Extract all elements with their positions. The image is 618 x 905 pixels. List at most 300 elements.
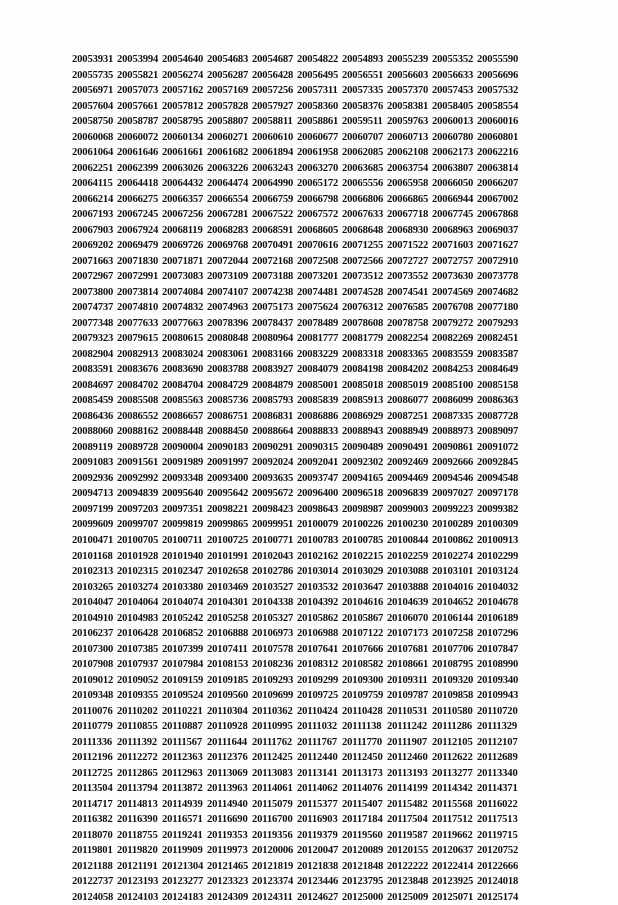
table-cell: 20103532 [297,581,339,593]
table-cell: 20123795 [342,876,384,888]
table-cell: 20094165 [342,472,384,484]
table-cell: 20076312 [342,302,384,314]
table-cell: 20056428 [252,69,294,81]
table-cell: 20104678 [477,597,519,609]
table-cell: 20112425 [252,752,293,764]
table-cell: 20091083 [72,457,114,469]
table-row [72,269,522,285]
table-cell: 20063026 [162,162,204,174]
table-cell: 20058554 [477,100,519,112]
table-cell: 20111767 [297,736,338,748]
table-cell: 20072508 [297,255,339,267]
table-cell: 20105867 [342,612,384,624]
table-row [72,611,522,627]
table-cell: 20112865 [117,767,158,779]
table-cell: 20101991 [207,550,249,562]
table-cell: 20124309 [207,891,249,903]
table-cell: 20111567 [162,736,203,748]
table-cell: 20068605 [297,224,339,236]
table-cell: 20102259 [387,550,429,562]
table-row [72,595,522,611]
table-row [72,735,522,751]
table-cell: 20123193 [117,876,159,888]
table-row [72,83,522,99]
table-cell: 20071663 [72,255,114,267]
table-cell: 20114940 [207,798,248,810]
table-cell: 20090291 [252,441,294,453]
table-cell: 20083166 [252,348,294,360]
table-cell: 20100226 [342,519,384,531]
table-cell: 20066554 [207,193,249,205]
table-cell: 20079615 [117,333,159,345]
table-row [72,843,522,859]
table-cell: 20104047 [72,597,114,609]
table-row [72,781,522,797]
table-cell: 20109320 [432,674,474,686]
table-cell: 20075173 [252,302,294,314]
table-cell: 20077180 [477,302,519,314]
table-cell: 20115377 [297,798,338,810]
table-cell: 20063243 [252,162,294,174]
table-cell: 20065172 [297,178,339,190]
table-cell: 20104016 [432,581,474,593]
table-cell: 20056603 [387,69,429,81]
table-cell: 20120752 [477,845,519,857]
table-cell: 20103469 [207,581,249,593]
table-cell: 20096400 [297,488,339,500]
table-cell: 20110779 [72,721,113,733]
table-cell: 20124058 [72,891,114,903]
table-cell: 20066806 [342,193,384,205]
table-cell: 20056696 [477,69,519,81]
table-cell: 20069768 [207,240,249,252]
table-cell: 20073109 [207,271,249,283]
table-cell: 20085459 [72,395,114,407]
table-cell: 20071871 [162,255,204,267]
table-cell: 20068119 [162,224,203,236]
table-cell: 20103014 [297,566,339,578]
table-cell: 20111392 [117,736,158,748]
table-cell: 20058861 [297,116,339,128]
table-cell: 20085100 [432,379,474,391]
table-cell: 20103274 [117,581,159,593]
table-cell: 20102315 [117,566,159,578]
table-cell: 20057532 [477,85,519,97]
table-cell: 20060801 [477,131,519,143]
table-cell: 20067924 [117,224,159,236]
table-cell: 20074682 [477,286,519,298]
table-cell: 20121304 [162,860,204,872]
table-cell: 20113069 [207,767,248,779]
table-cell: 20111329 [477,721,518,733]
table-row [72,486,522,502]
table-row [72,642,522,658]
table-cell: 20056287 [207,69,249,81]
table-cell: 20108661 [387,659,429,671]
table-cell: 20058795 [162,116,204,128]
table-cell: 20078758 [387,317,429,329]
table-cell: 20124018 [477,876,519,888]
table-cell: 20119241 [162,829,203,841]
table-cell: 20119353 [207,829,248,841]
table-cell: 20123446 [297,876,339,888]
table-cell: 20119973 [207,845,248,857]
table-cell: 20108990 [477,659,519,671]
table-cell: 20124183 [162,891,204,903]
table-cell: 20062251 [72,162,114,174]
table-cell: 20066207 [477,178,519,190]
table-cell: 20077663 [162,317,204,329]
table-cell: 20100079 [297,519,339,531]
table-cell: 20101940 [162,550,204,562]
table-cell: 20109355 [117,690,159,702]
table-cell: 20089119 [72,441,113,453]
table-cell: 20067193 [72,209,114,221]
table-cell: 20088943 [342,426,384,438]
table-cell: 20083927 [252,364,294,376]
table-cell: 20060016 [477,116,519,128]
table-cell: 20100309 [477,519,519,531]
table-cell: 20060271 [207,131,249,143]
table-cell: 20058376 [342,100,384,112]
table-cell: 20104064 [117,597,159,609]
table-row [72,688,522,704]
table-cell: 20088833 [297,426,339,438]
table-cell: 20057073 [117,85,159,97]
table-cell: 20082904 [72,348,114,360]
table-cell: 20100844 [387,534,429,546]
table-cell: 20114939 [162,798,203,810]
table-cell: 20088949 [387,426,429,438]
table-cell: 20110855 [117,721,158,733]
table-cell: 20057335 [342,85,384,97]
table-cell: 20109299 [297,674,339,686]
table-cell: 20085793 [252,395,294,407]
table-cell: 20102658 [207,566,249,578]
table-cell: 20094713 [72,488,114,500]
table-row [72,145,522,161]
table-cell: 20077348 [72,317,114,329]
table-cell: 20120089 [342,845,384,857]
table-cell: 20103101 [432,566,474,578]
table-cell: 20124627 [297,891,339,903]
table-cell: 20109159 [162,674,204,686]
table-cell: 20082451 [477,333,519,345]
table-cell: 20077633 [117,317,159,329]
table-cell: 20097199 [72,503,114,515]
table-cell: 20104301 [207,597,249,609]
table-cell: 20107937 [117,659,159,671]
table-cell: 20091561 [117,457,159,469]
table-row [72,549,522,565]
table-cell: 20107641 [297,643,339,655]
table-cell: 20121838 [297,860,339,872]
table-cell: 20104983 [117,612,159,624]
table-cell: 20067256 [162,209,204,221]
table-cell: 20106144 [432,612,474,624]
table-cell: 20090491 [387,441,429,453]
table-cell: 20107706 [432,643,474,655]
table-cell: 20095642 [207,488,249,500]
table-cell: 20060780 [432,131,474,143]
table-cell: 20117184 [342,814,383,826]
table-cell: 20109943 [477,690,519,702]
table-row [72,207,522,223]
table-cell: 20123374 [252,876,294,888]
table-cell: 20062173 [432,147,474,159]
table-cell: 20076585 [387,302,429,314]
table-cell: 20064115 [72,178,113,190]
table-cell: 20110424 [297,705,338,717]
table-cell: 20107681 [387,643,429,655]
table-cell: 20063226 [207,162,249,174]
table-cell: 20061682 [207,147,249,159]
table-cell: 20125174 [477,891,519,903]
table-row [72,657,522,673]
table-cell: 20062085 [342,147,384,159]
table-cell: 20104910 [72,612,114,624]
table-row [72,440,522,456]
table-cell: 20063807 [432,162,474,174]
table-cell: 20061894 [252,147,294,159]
table-cell: 20116690 [207,814,248,826]
table-cell: 20089097 [477,426,519,438]
table-cell: 20084704 [162,379,204,391]
table-cell: 20074963 [207,302,249,314]
table-cell: 20084079 [297,364,339,376]
table-cell: 20085913 [342,395,384,407]
table-cell: 20091072 [477,441,519,453]
table-cell: 20073630 [432,271,474,283]
table-cell: 20057453 [432,85,474,97]
table-cell: 20109858 [432,690,474,702]
table-cell: 20093348 [162,472,204,484]
table-cell: 20112363 [162,752,203,764]
table-cell: 20083690 [162,364,204,376]
table-cell: 20109340 [477,674,519,686]
table-cell: 20069479 [117,240,159,252]
table-cell: 20107984 [162,659,204,671]
table-cell: 20068963 [432,224,474,236]
table-row [72,238,522,254]
table-cell: 20053931 [72,54,114,65]
table-cell: 20105242 [162,612,204,624]
table-cell: 20096518 [342,488,384,500]
table-cell: 20110580 [432,705,473,717]
table-cell: 20083061 [207,348,249,360]
table-cell: 20057311 [297,85,338,97]
table-cell: 20055821 [117,69,159,81]
table-cell: 20097203 [117,503,159,515]
table-row [72,192,522,208]
table-cell: 20060013 [432,116,474,128]
table-cell: 20055590 [477,54,519,65]
table-cell: 20072566 [342,255,384,267]
table-cell: 20083559 [432,348,474,360]
table-row [72,347,522,363]
table-cell: 20066214 [72,193,114,205]
table-cell: 20057370 [387,85,429,97]
table-cell: 20080615 [162,333,204,345]
table-cell: 20107411 [207,643,248,655]
table-cell: 20073083 [162,271,204,283]
table-cell: 20060072 [117,131,159,143]
table-cell: 20109787 [387,690,429,702]
table-cell: 20103380 [162,581,204,593]
table-cell: 20057169 [207,85,249,97]
table-cell: 20098423 [252,503,294,515]
table-cell: 20082269 [432,333,474,345]
table-cell: 20065556 [342,178,384,190]
table-row [72,673,522,689]
table-cell: 20087251 [387,410,429,422]
table-cell: 20107847 [477,643,519,655]
table-cell: 20122222 [387,860,429,872]
table-cell: 20100913 [477,534,519,546]
table-row [72,254,522,270]
table-cell: 20113504 [72,783,113,795]
table-cell: 20098221 [207,503,249,515]
table-cell: 20087335 [432,410,474,422]
table-cell: 20084702 [117,379,159,391]
table-cell: 20120637 [432,845,474,857]
table-cell: 20109300 [342,674,384,686]
table-cell: 20099223 [432,503,474,515]
table-cell: 20070491 [252,240,294,252]
table-cell: 20094839 [117,488,159,500]
table-cell: 20093747 [297,472,339,484]
table-cell: 20072044 [207,255,249,267]
table-cell: 20072991 [117,271,159,283]
table-row [72,114,522,130]
table-cell: 20062216 [477,147,519,159]
table-row [72,564,522,580]
table-cell: 20071627 [477,240,519,252]
table-cell: 20104639 [387,597,429,609]
table-cell: 20104392 [297,597,339,609]
table-cell: 20056551 [342,69,384,81]
table-cell: 20079323 [72,333,114,345]
table-cell: 20124311 [252,891,293,903]
table-row [72,874,522,890]
table-cell: 20074084 [162,286,204,298]
table-cell: 20054893 [342,54,384,65]
table-cell: 20054640 [162,54,204,65]
table-cell: 20113277 [432,767,473,779]
table-cell: 20107666 [342,643,384,655]
table-cell: 20090004 [162,441,204,453]
table-cell: 20072910 [477,255,519,267]
table-cell: 20110076 [72,705,113,717]
table-cell: 20094469 [387,472,429,484]
table-cell: 20107578 [252,643,294,655]
table-cell: 20109725 [297,690,339,702]
table-cell: 20095672 [252,488,294,500]
table-cell: 20110202 [117,705,158,717]
table-cell: 20086657 [162,410,204,422]
table-cell: 20115407 [342,798,383,810]
table-cell: 20084202 [387,364,429,376]
table-cell: 20107385 [117,643,159,655]
table-cell: 20101928 [117,550,159,562]
table-cell: 20114717 [72,798,113,810]
table-cell: 20110720 [477,705,518,717]
table-cell: 20116571 [162,814,203,826]
table-cell: 20110221 [162,705,203,717]
table-cell: 20056274 [162,69,204,81]
table-cell: 20102786 [252,566,294,578]
table-cell: 20102299 [477,550,519,562]
table-cell: 20060068 [72,131,114,143]
table-cell: 20116022 [477,798,518,810]
table-cell: 20115482 [387,798,428,810]
table-cell: 20105258 [207,612,249,624]
table-cell: 20095640 [162,488,204,500]
table-cell: 20069202 [72,240,114,252]
table-cell: 20107399 [162,643,204,655]
table-cell: 20079272 [432,317,474,329]
table-cell: 20057604 [72,100,114,112]
table-cell: 20066275 [117,193,159,205]
table-row [72,797,522,813]
table-cell: 20100705 [117,534,159,546]
table-cell: 20125071 [432,891,474,903]
table-cell: 20099951 [252,519,294,531]
table-cell: 20074238 [252,286,294,298]
table-cell: 20081777 [297,333,339,345]
table-row [72,766,522,782]
table-cell: 20093635 [252,472,294,484]
table-cell: 20067745 [432,209,474,221]
table-cell: 20063270 [297,162,339,174]
table-cell: 20098643 [297,503,339,515]
table-cell: 20104652 [432,597,474,609]
table-cell: 20104338 [252,597,294,609]
table-cell: 20072757 [432,255,474,267]
table-cell: 20119801 [72,845,113,857]
table-cell: 20102274 [432,550,474,562]
table-cell: 20073778 [477,271,519,283]
table-cell: 20060134 [162,131,204,143]
table-cell: 20119560 [342,829,383,841]
table-cell: 20067572 [297,209,339,221]
table-cell: 20099819 [162,519,204,531]
table-cell: 20070616 [297,240,339,252]
table-cell: 20116903 [297,814,338,826]
table-cell: 20078608 [342,317,384,329]
table-cell: 20064432 [162,178,204,190]
table-cell: 20104074 [162,597,204,609]
table-cell: 20074528 [342,286,384,298]
table-cell: 20061064 [72,147,114,159]
table-cell: 20069037 [477,224,519,236]
table-cell: 20083788 [207,364,249,376]
table-row [72,316,522,332]
table-cell: 20111907 [387,736,428,748]
table-cell: 20112689 [477,752,518,764]
table-cell: 20066865 [387,193,429,205]
table-cell: 20103527 [252,581,294,593]
table-cell: 20114076 [342,783,383,795]
table-cell: 20103888 [387,581,429,593]
table-cell: 20100711 [162,534,203,546]
table-cell: 20083676 [117,364,159,376]
table-cell: 20106428 [117,628,159,640]
table-cell: 20060677 [297,131,339,143]
table-cell: 20114062 [297,783,338,795]
table-cell: 20122414 [432,860,474,872]
table-cell: 20107122 [342,628,384,640]
